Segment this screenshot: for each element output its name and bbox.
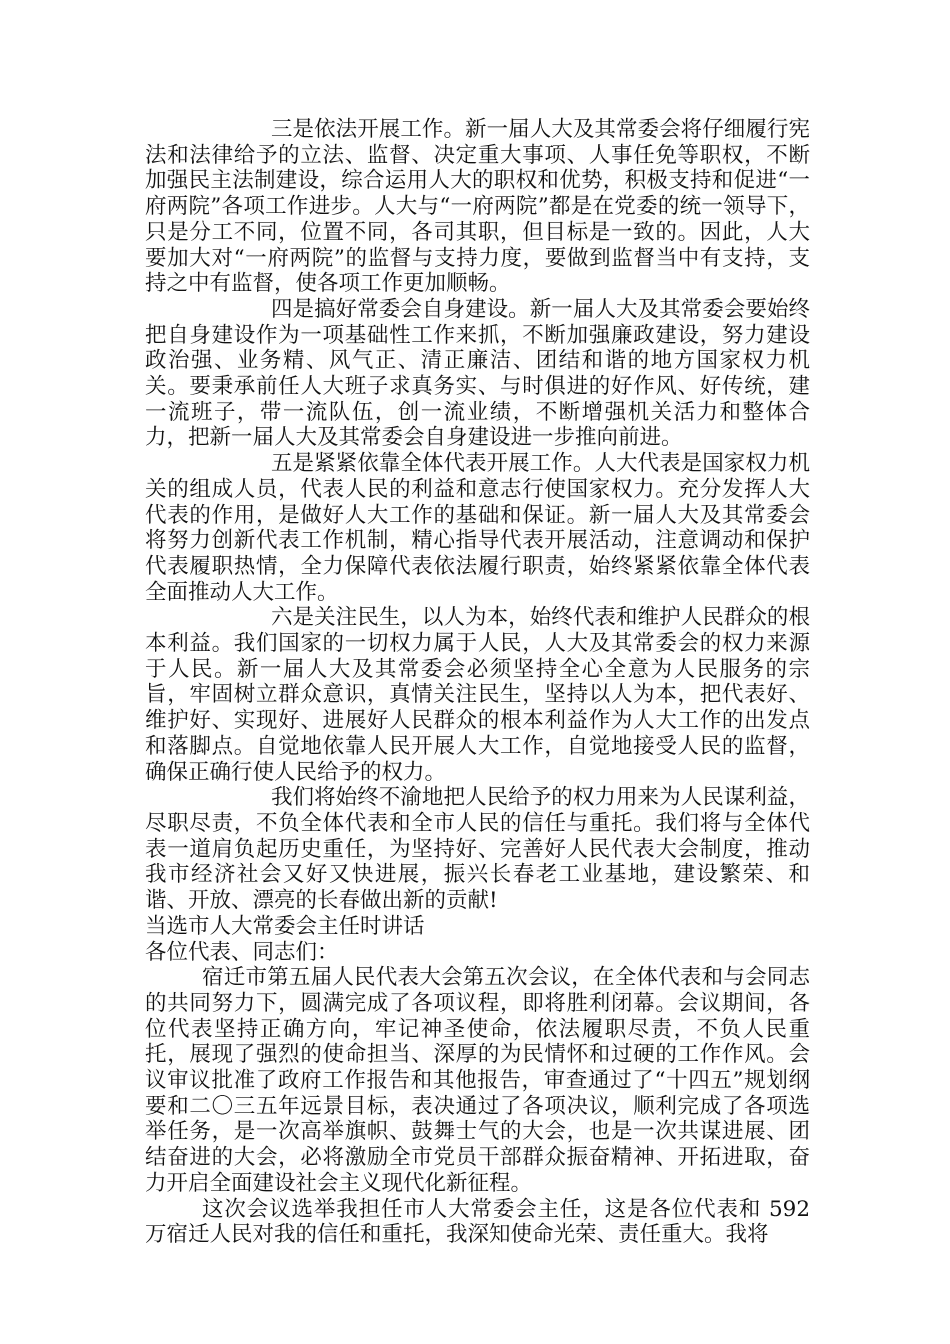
paragraph-rely-on-deputies: 五是紧紧依靠全体代表开展工作。人大代表是国家权力机关的组成人员，代表人民的利益和意志行使国家权力。充分发挥人大代表的作用，是做好人大工作的基础和保证。新一届人大及其常委会将努力创新代表工作机制，精心指导代表开展活动，注意调动和保护代表履职热情，全力保障代表依法履行职责，始终紧紧依靠全体代表全面推动人大工作。 bbox=[145, 451, 810, 605]
paragraph-meeting-summary: 宿迁市第五届人民代表大会第五次会议，在全体代表和与会同志的共同努力下，圆满完成了各项议程，即将胜利闭幕。会议期间，各位代表坚持正确方向，牢记神圣使命，依法履职尽责，不负人民重托，展现了强烈的使命担当、深厚的为民情怀和过硬的工作作风。会议审议批准了政府工作报告和其他报告，审查通过了“十四五”规划纲要和二〇三五年远景目标，表决通过了各项决议，顺利完成了各项选举任务，是一次高举旗帜、鼓舞士气的大会，也是一次共谋进展、团结奋进的大会，必将激励全市党员干部群众振奋精神、开拓进取，奋力开启全面建设社会主义现代化新征程。 bbox=[145, 965, 810, 1196]
paragraph-livelihood: 六是关注民生，以人为本，始终代表和维护人民群众的根本利益。我们国家的一切权力属于人民，人大及其常委会的权力来源于人民。新一届人大及其常委会必须坚持全心全意为人民服务的宗旨，牢固树立群众意识，真情关注民生，坚持以人为本，把代表好、维护好、实现好、进展好人民群众的根本利益作为人大工作的出发点和落脚点。自觉地依靠人民开展人大工作，自觉地接受人民的监督，确保正确行使人民给予的权力。 bbox=[145, 605, 810, 785]
section-title: 当选市人大常委会主任时讲话 bbox=[145, 913, 425, 939]
paragraph-closing-pledge: 我们将始终不渝地把人民给予的权力用来为人民谋利益，尽职尽责，不负全体代表和全市人民的信任与重托。我们将与全体代表一道肩负起历史重任，为坚持好、完善好人民代表大会制度，推动我市经济社会又好又快进展，振兴长春老工业基地，建设繁荣、和谐、开放、漂亮的长春做出新的贡献! bbox=[145, 785, 810, 914]
document-page bbox=[145, 117, 810, 1248]
paragraph-self-construction: 四是搞好常委会自身建设。新一届人大及其常委会要始终把自身建设作为一项基础性工作来抓，不断加强廉政建设，努力建设政治强、业务精、风气正、清正廉洁、团结和谐的地方国家权力机关。要秉承前任人大班子求真务实、与时俱进的好作风、好传统，建一流班子，带一流队伍，创一流业绩，不断增强机关活力和整体合力，把新一届人大及其常委会自身建设进一步推向前进。 bbox=[145, 296, 810, 451]
paragraph-rule-of-law: 三是依法开展工作。新一届人大及其常委会将仔细履行宪法和法律给予的立法、监督、决定重大事项、人事任免等职权，不断加强民主法制建设，综合运用人大的职权和优势，积极支持和促进“一府两院”各项工作进步。人大与“一府两院”都是在党委的统一领导下，只是分工不同，位置不同，各司其职，但目标是一致的。因此，人大要加大对“一府两院”的监督与支持力度，要做到监督当中有支持，支持之中有监督，使各项工作更加顺畅。 bbox=[145, 117, 810, 297]
paragraph-election-thanks: 这次会议选举我担任市人大常委会主任，这是各位代表和 592 万宿迁人民对我的信任和重托，我深知使命光荣、责任重大。我将 bbox=[145, 1196, 810, 1248]
salutation: 各位代表、同志们： bbox=[145, 939, 339, 965]
